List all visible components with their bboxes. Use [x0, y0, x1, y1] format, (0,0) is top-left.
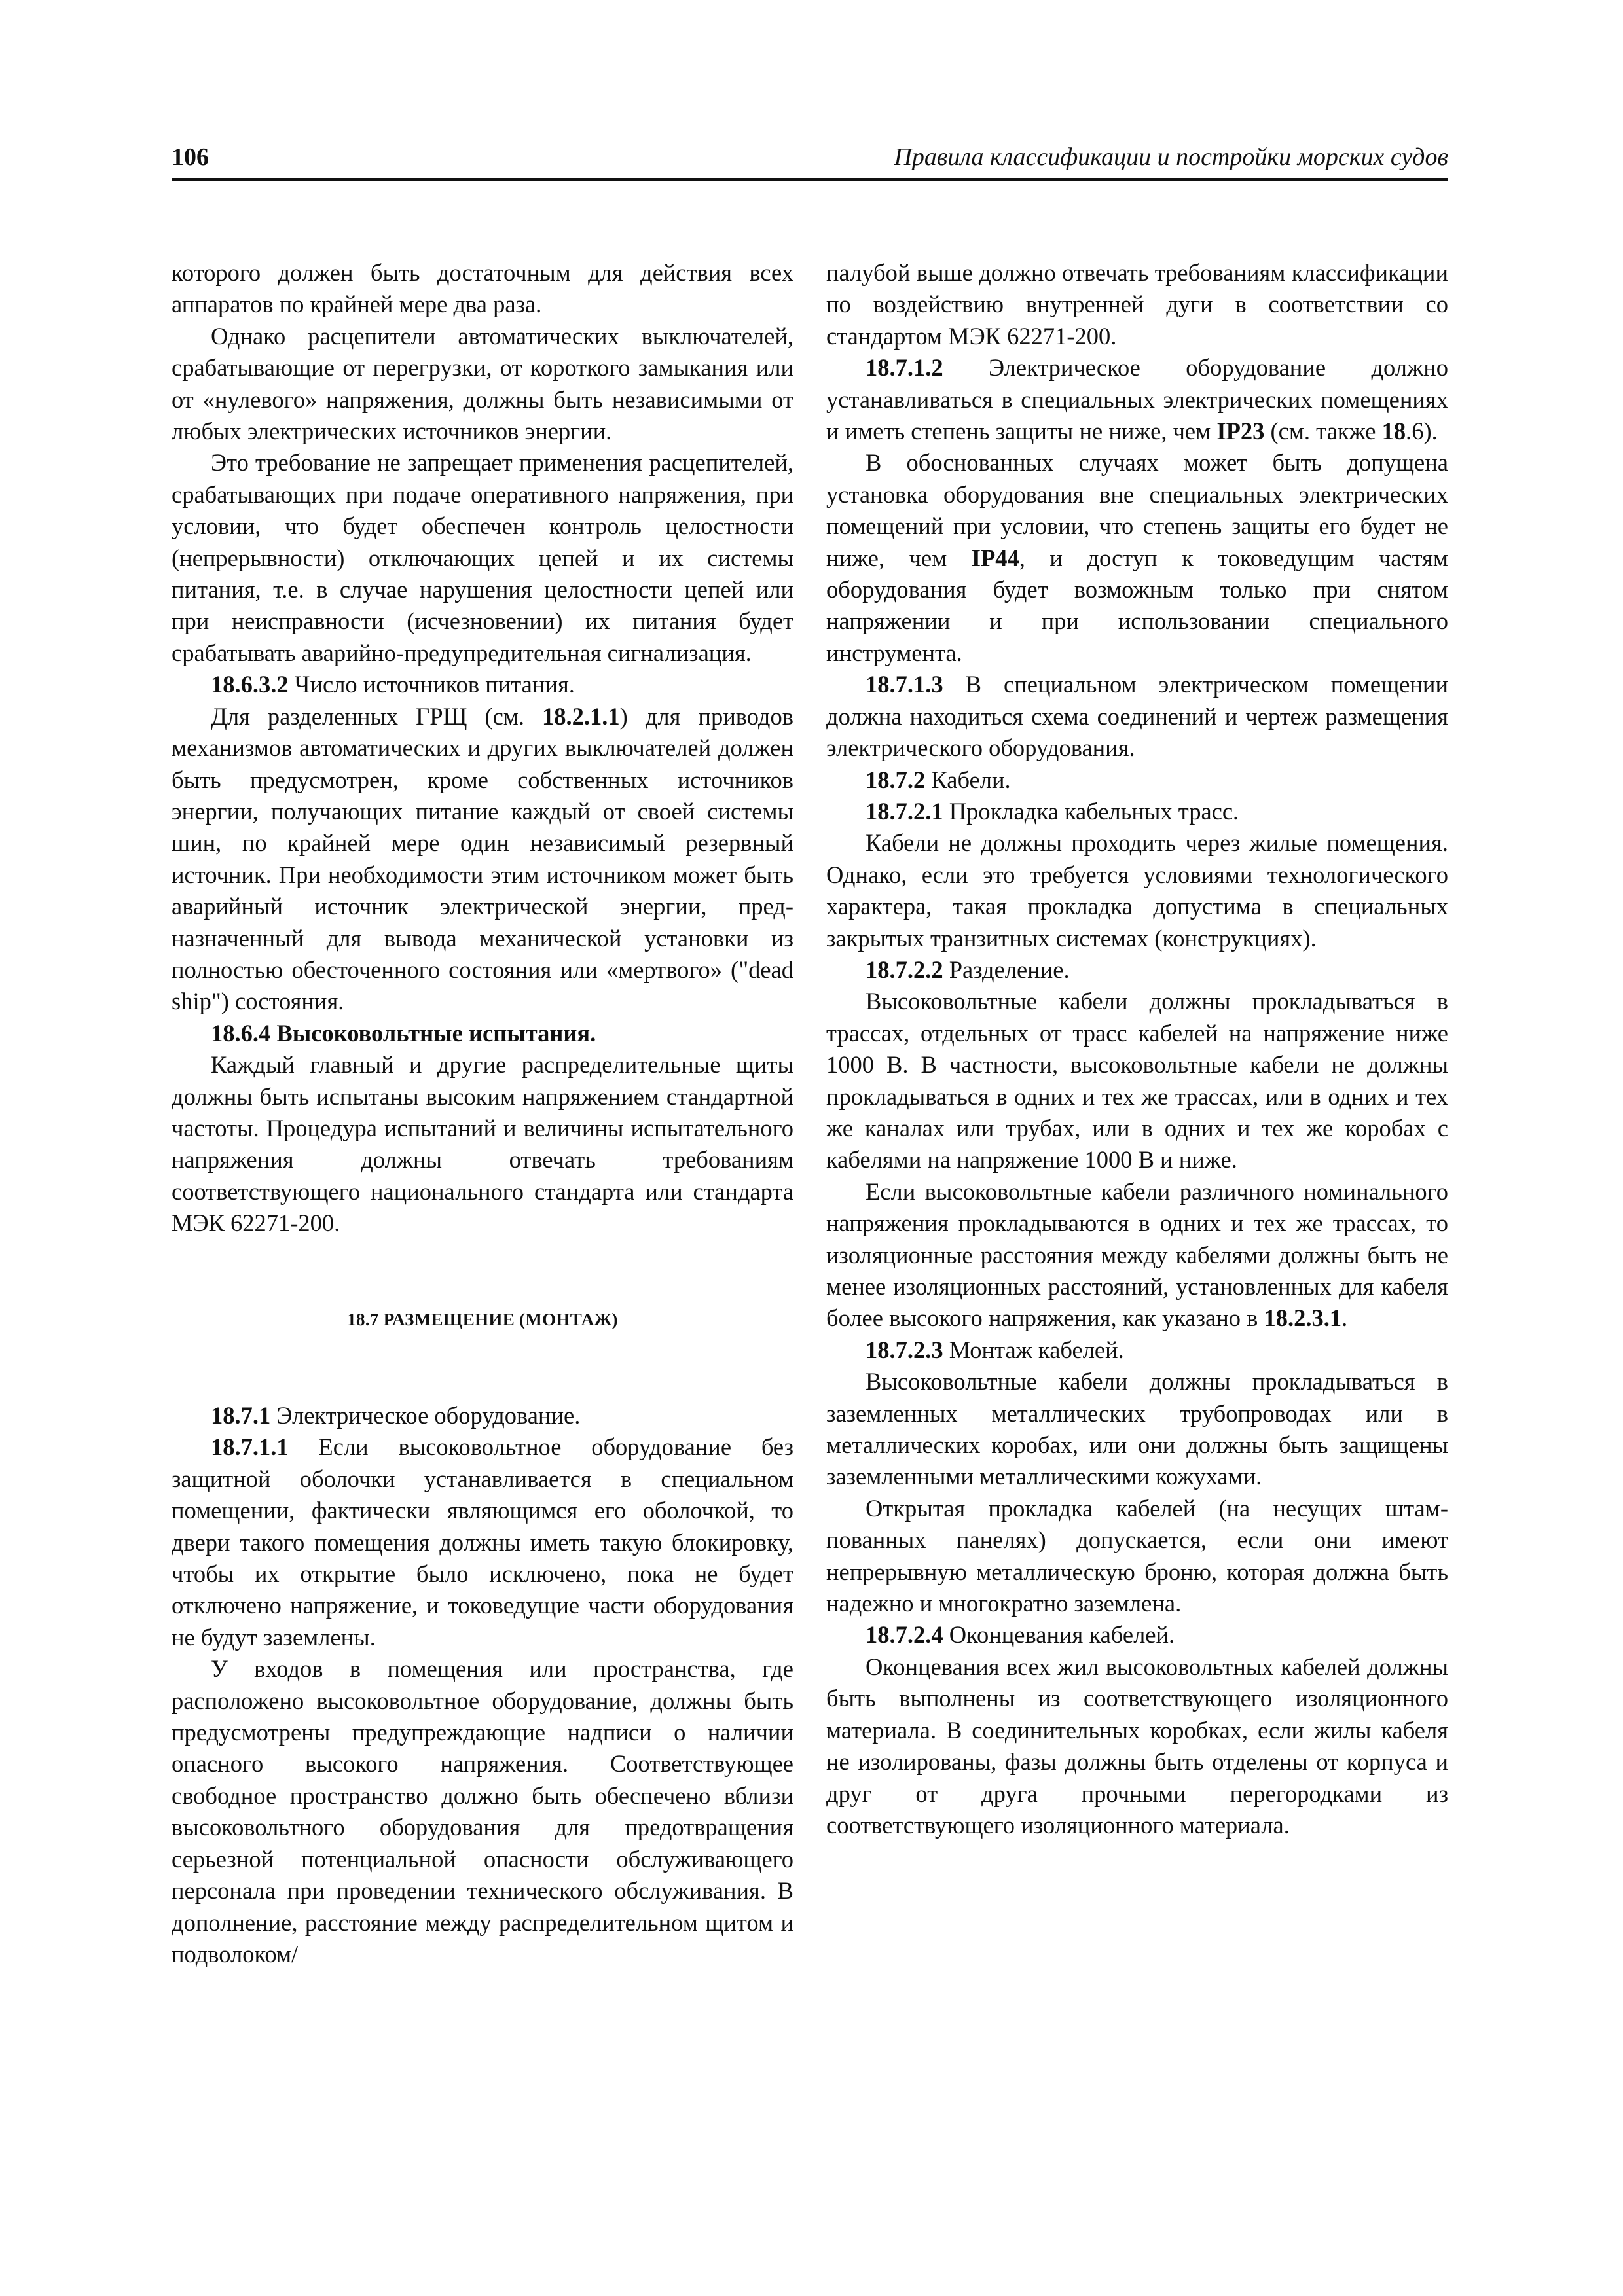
- paragraph: У входов в помещения или пространства, где расположено высоковольтное оборудование, должны быть предусмотрены предупреждающие надписи о наличии опасного высокого напряжения. Соответствующее свободное пространство должно быть обеспечено вблизи высоковольтного оборудования для предотвращения серьезной потенциальной опасности обслуживающего персонала при проведении технического обслуживания. В дополнение, расстояние между распределительном щитом и подволоком/: [172, 1655, 793, 1967]
- paragraph: Высоковольтные кабели должны прокладываться в заземленных металлических трубопроводах или в металлических коробах, или они должны быть защищены заземленными металлическими кожухами.: [826, 1368, 1448, 1490]
- paragraph: Это требование не запрещает применения расцепителей, срабатывающих при подаче оперативного напряжения, при условии, что будет обеспечен контроль целостности (непрерывности) отключающих цепей и их системы питания, т.е. в случае нарушения целостности цепей или при неисправности (исчезновении) их питания будет срабатывать аварийно-предупредительная сигнализация.: [172, 449, 793, 666]
- clause-number: 18.7.1.1: [211, 1433, 289, 1461]
- paragraph: Оконцевания всех жил высоковольтных кабелей должны быть выполнены из соответствующего изоляционного материала. В соединительных коробках, если жилы кабеля не изолированы, фазы должны быть отделены от корпуса и друг от друга прочными перегородками из соответствующего изоляционного материала.: [826, 1653, 1448, 1839]
- paragraph: Для разделенных ГРЩ (см. 18.2.1.1) для приводов механизмов автоматических и других выключателей должен быть предусмотрен, кроме собственных источников энергии, получающих питание каждый от своей системы шин, по крайней мере один независимый резервный источник. При необходимости этим источником может быть аварийный источник электрической энергии, предназначенный для вывода механической установки из полностью обесточенного состояния или «мертвого» ("dead ship") состояния.: [172, 702, 793, 1015]
- clause-18-7-2-2: 18.7.2.2 Разделение.: [866, 956, 1070, 983]
- paragraph: Каждый главный и другие распределительные щиты должны быть испытаны высоким напряжением стандартной частоты. Процедура испытаний и величины испытательного напряжения должны отвечать требованиям соответствующего национального стандарта или стандарта МЭК 62271-200.: [172, 1051, 793, 1237]
- clause-number: 18.7.2.1: [866, 797, 943, 825]
- paragraph: палубой выше должно отвечать требованиям классификации по воздействию внутренней дуги в соответствии со стандартом МЭК 62271-200.: [826, 259, 1448, 350]
- clause-number: 18.7.2.3: [866, 1336, 943, 1363]
- clause-18-7-2: 18.7.2 Кабели.: [866, 766, 1011, 793]
- clause-number: 18.7.2.2: [866, 956, 943, 983]
- clause-18-7-1-1: 18.7.1.1 Если высоковольтное оборудование без защитной оболочки устанавливается в специальном помещении, фактически являющимся его оболочкой, то двери такого помещения должны иметь такую блокировку, чтобы их открытие было исключено, пока не будет отключено напряжение, и токоведущие части оборудования не будут заземлены.: [172, 1433, 793, 1651]
- clause-18-7-2-4: 18.7.2.4 Оконцевания кабелей.: [866, 1621, 1175, 1649]
- cross-reference: 18.2.3.1: [1264, 1304, 1342, 1332]
- cross-reference: 18.2.1.1: [542, 702, 620, 730]
- clause-18-7-1-2: 18.7.1.2 Электрическое оборудование должно устанавливаться в специальных электрических помещениях и иметь степень защиты не ниже, чем IP23 (см. также 18.6).: [826, 354, 1448, 445]
- paragraph: Высоковольтные кабели должны прокладываться в трассах, отдельных от трасс кабелей на напряжение ниже 1000 В. В частности, высоковольтные кабели не должны прокладываться в одних и тех же трассах, или в одних и тех же каналах или трубах, или в одних и тех же коробах с кабелями на напряжение 1000 В и ниже.: [826, 988, 1448, 1174]
- clause-number: 18.6.3.2: [211, 671, 289, 698]
- clause-18-6-4: 18.6.4 Высоковольтные испытания.: [211, 1019, 596, 1047]
- right-column: [826, 257, 1448, 1841]
- paragraph: В обоснованных случаях может быть допущена установка оборудования вне специальных электрических помещений при условии, что степень защиты его будет не ниже, чем IP44, и доступ к токоведущим частям оборудования будет возможным только при снятом напряжении и при использовании специального инструмента.: [826, 449, 1448, 666]
- clause-18-7-2-3: 18.7.2.3 Монтаж кабелей.: [866, 1336, 1124, 1363]
- paragraph: Однако расцепители автоматических выключателей, срабатывающие от перегрузки, от короткого замыкания или от «нулевого» напряжения, должны быть независимыми от любых электрических источников энергии.: [172, 322, 793, 445]
- clause-number: 18.7.1.3: [866, 671, 943, 698]
- paragraph: Кабели не должны проходить через жилые помещения. Однако, если это требуется условиями технологического характера, такая прокладка допустима в специальных закрытых транзитных системах (конструкциях).: [826, 829, 1448, 952]
- left-column: [172, 257, 793, 1970]
- page-header: [172, 143, 1448, 179]
- clause-number: 18.7.2: [866, 766, 926, 793]
- running-title: Правила классификации и постройки морских судов: [894, 143, 1448, 171]
- clause-18-7-1-3: 18.7.1.3 В специальном электрическом помещении должна находиться схема соединений и чертеж размещения электрического оборудования.: [826, 671, 1448, 762]
- page-number: 106: [172, 143, 209, 171]
- cross-reference: 18: [1381, 418, 1406, 445]
- clause-18-7-2-1: 18.7.2.1 Прокладка кабельных трасс.: [866, 797, 1239, 825]
- clause-number: 18.7.1: [211, 1402, 271, 1429]
- header-rule: [172, 178, 1448, 181]
- paragraph: Открытая прокладка кабелей (на несущих штампованных панелях) допускается, если они имеют непрерывную металлическую броню, которая должна быть надежно и многократно заземлена.: [826, 1494, 1448, 1617]
- clause-18-6-3-2: 18.6.3.2 Число источников питания.: [211, 671, 575, 698]
- clause-18-7-1: 18.7.1 Электрическое оборудование.: [211, 1402, 581, 1429]
- section-heading: 18.7 РАЗМЕЩЕНИЕ (МОНТАЖ): [347, 1309, 618, 1329]
- paragraph: Если высоковольтные кабели различного номинального напряжения прокладываются в одних и тех же трассах, то изоляционные расстояния между кабелями должны быть не менее изоляционных расстояний, установленных для кабеля более высокого напряжения, как указано в 18.2.3.1.: [826, 1177, 1448, 1332]
- clause-number: 18.7.2.4: [866, 1621, 943, 1649]
- clause-number: 18.6.4: [211, 1019, 271, 1047]
- paragraph: которого должен быть достаточным для действия всех аппаратов по крайней мере два раза.: [172, 259, 793, 318]
- clause-number: 18.7.1.2: [866, 354, 943, 382]
